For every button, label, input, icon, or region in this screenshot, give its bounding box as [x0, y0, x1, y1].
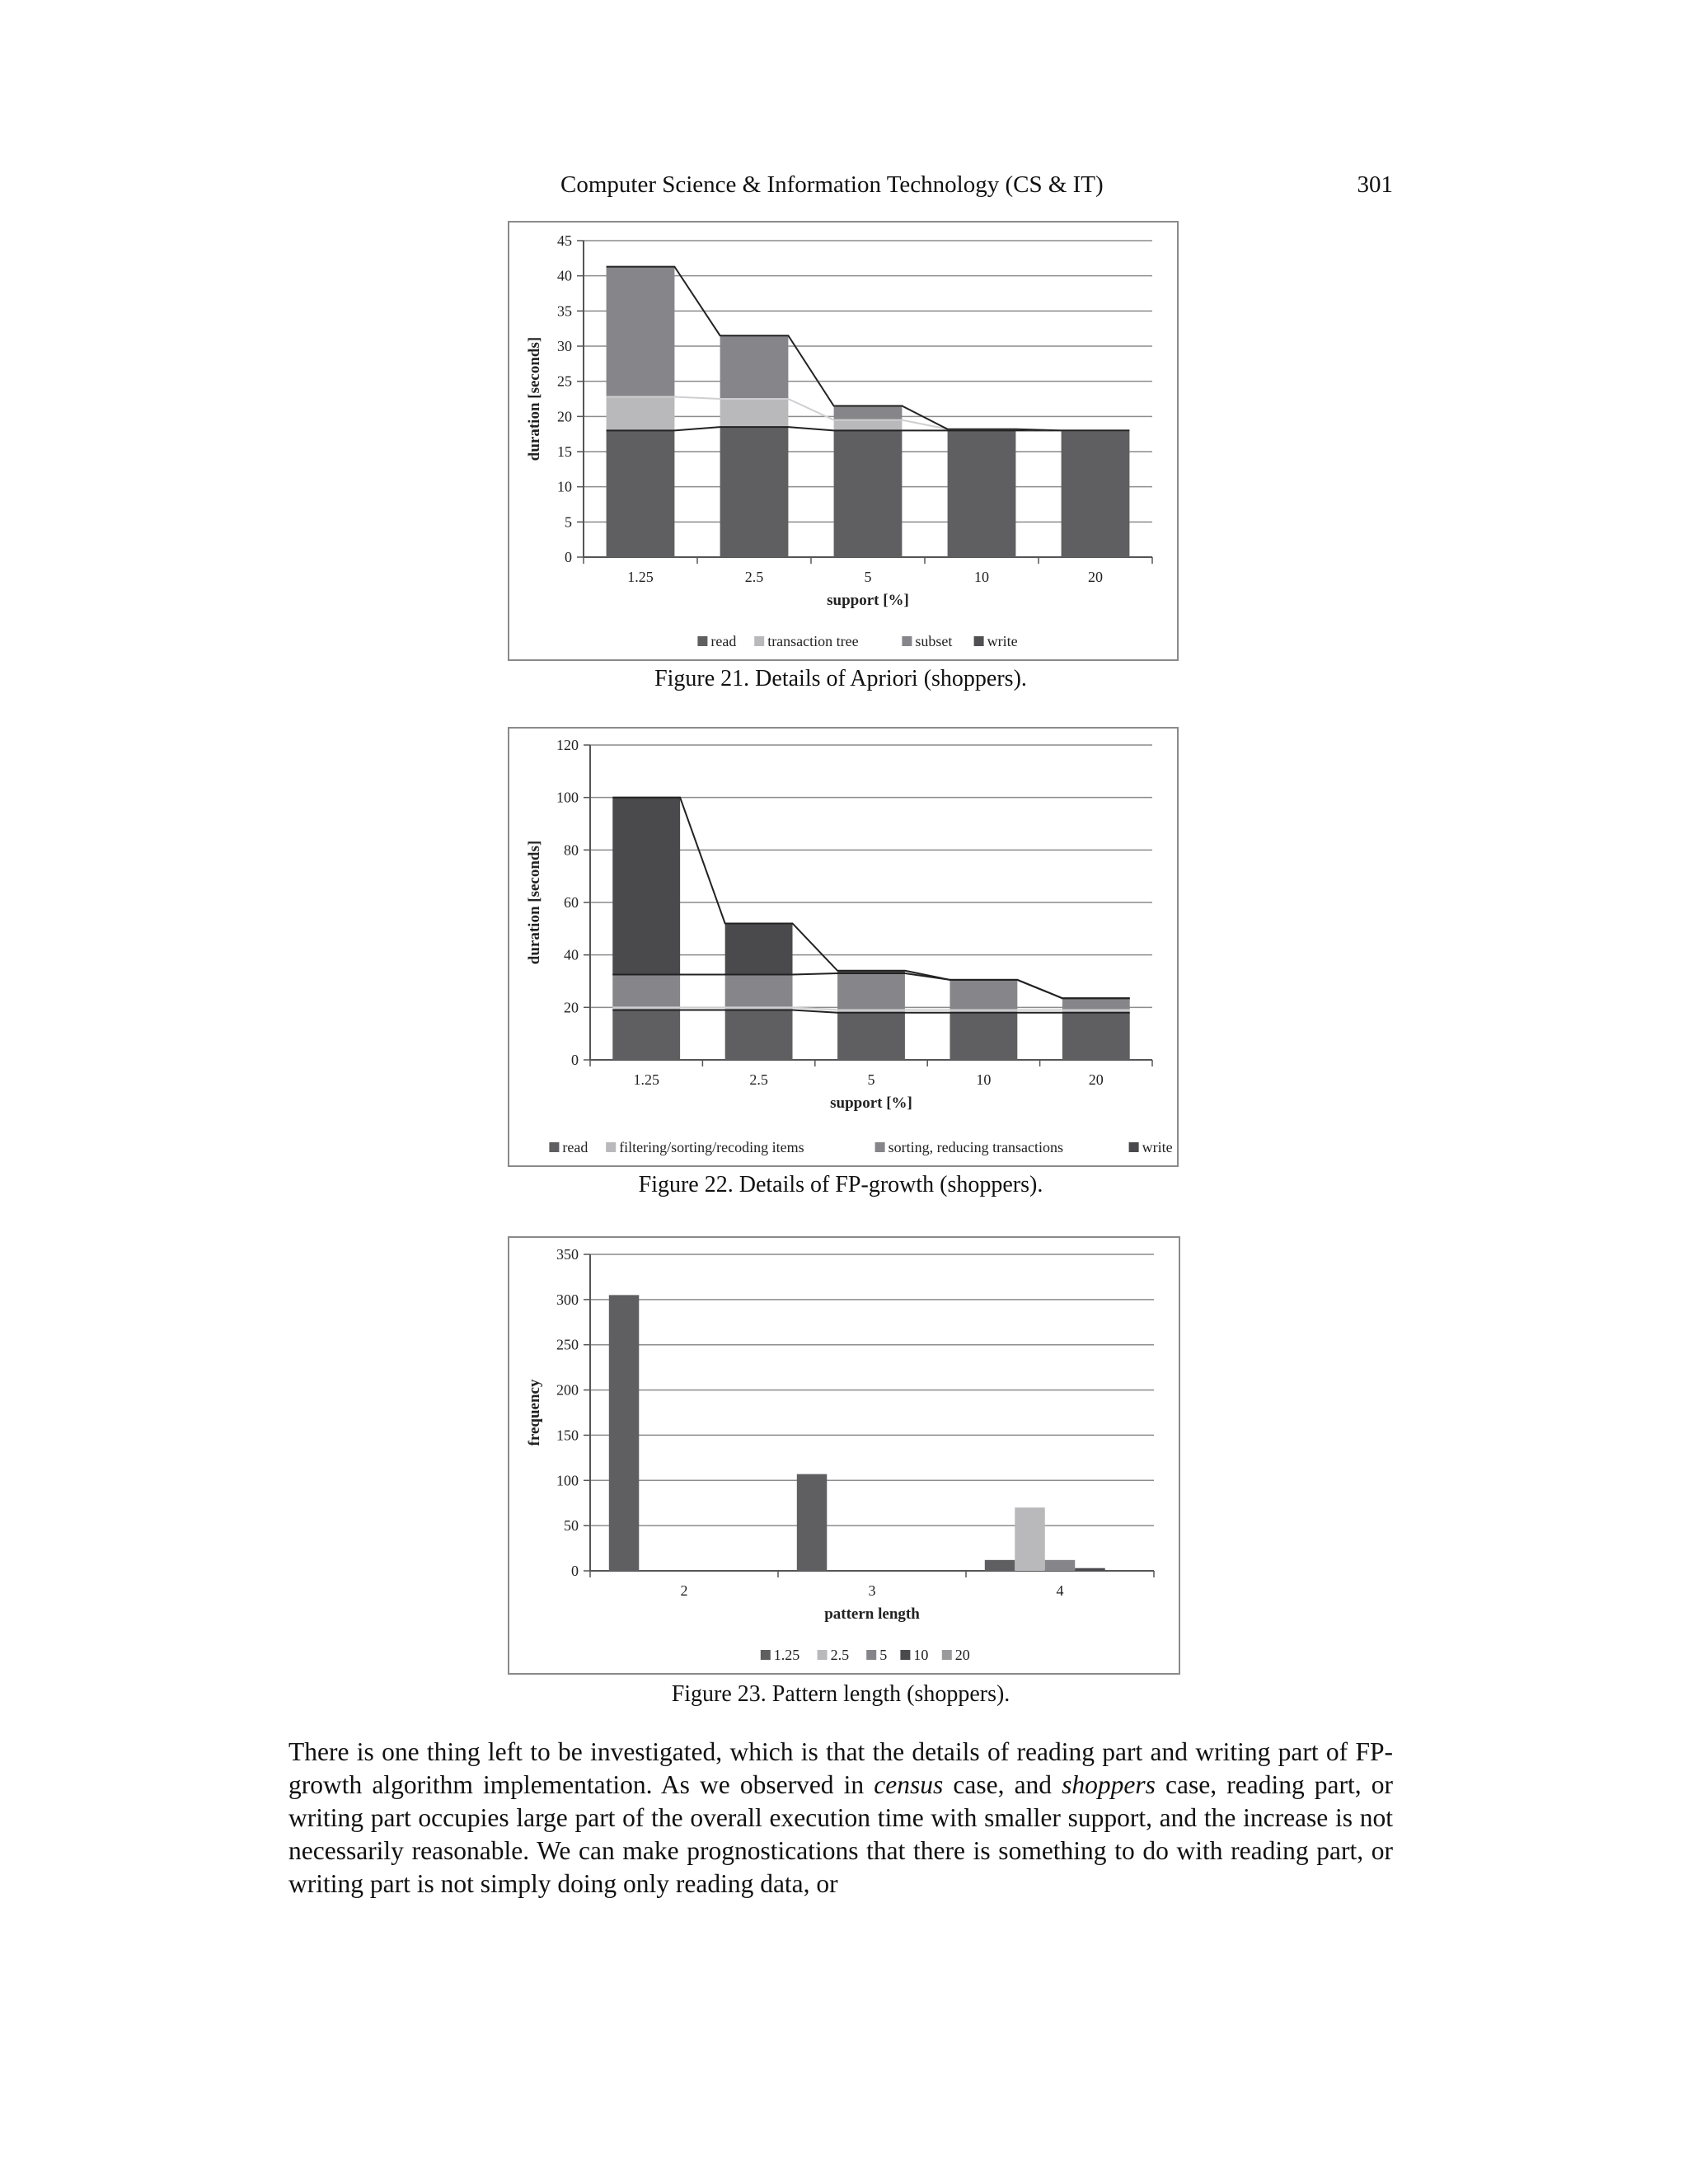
bar-read: [1062, 1013, 1130, 1060]
legend-swatch: [549, 1142, 559, 1152]
legend-label: 20: [954, 1647, 970, 1663]
bar-read: [834, 430, 903, 557]
y-tick-label: 150: [556, 1427, 579, 1444]
bar-series-1-25: [797, 1474, 827, 1571]
bar-read: [720, 427, 789, 557]
legend-swatch: [606, 1142, 616, 1152]
x-tick-label: 20: [1088, 569, 1103, 585]
bar-read: [725, 1010, 793, 1060]
legend-swatch: [942, 1650, 952, 1660]
figure-23-caption: Figure 23. Pattern length (shoppers).: [671, 1681, 1010, 1707]
x-axis-label: support [%]: [827, 592, 909, 609]
bar-transaction-tree: [720, 399, 789, 427]
bar-subset: [834, 406, 903, 420]
x-tick-label: 5: [864, 569, 872, 585]
y-tick-label: 200: [556, 1381, 579, 1399]
bar-series-2-5: [1015, 1507, 1044, 1571]
x-tick-label: 10: [974, 569, 989, 585]
journal-title: Computer Science & Information Technology (CS & IT): [560, 171, 1104, 198]
bar-read: [948, 430, 1016, 557]
legend-swatch: [697, 636, 707, 646]
y-tick-label: 20: [564, 999, 579, 1016]
bar-subset: [720, 335, 789, 399]
y-tick-label: 5: [565, 513, 572, 531]
legend-swatch: [754, 636, 764, 646]
bar-sorting-reducing-transactions: [612, 975, 680, 1008]
legend-swatch: [761, 1650, 771, 1660]
legend-label: 10: [913, 1647, 929, 1663]
y-tick-label: 0: [565, 549, 572, 565]
legend-swatch: [974, 636, 984, 646]
bar-series-10: [1075, 1568, 1104, 1571]
y-tick-label: 45: [557, 232, 572, 249]
bar-sorting-reducing-transactions: [950, 980, 1017, 1010]
y-tick-label: 40: [564, 946, 579, 963]
census-term: census: [874, 1770, 944, 1799]
series-line: [612, 798, 1129, 999]
bar-write: [725, 923, 793, 974]
y-tick-label: 35: [557, 302, 572, 320]
y-tick-label: 100: [556, 789, 579, 806]
y-tick-label: 60: [564, 894, 579, 911]
shoppers-term: shoppers: [1062, 1770, 1156, 1799]
legend-label: sorting, reducing transactions: [888, 1139, 1064, 1155]
y-axis-label: duration [seconds]: [526, 840, 543, 965]
x-axis-label: support [%]: [830, 1094, 912, 1112]
y-tick-label: 120: [556, 737, 579, 753]
y-tick-label: 80: [564, 841, 579, 859]
bar-write: [612, 798, 680, 975]
bar-subset: [607, 267, 675, 397]
bar-sorting-reducing-transactions: [1062, 998, 1130, 1010]
bar-read: [950, 1013, 1017, 1060]
y-tick-label: 20: [557, 408, 572, 425]
legend-label: 5: [879, 1647, 888, 1663]
figure-22-caption: Figure 22. Details of FP-growth (shoppers).: [638, 1172, 1043, 1197]
bar-series-1-25: [985, 1560, 1015, 1571]
y-tick-label: 40: [557, 267, 572, 284]
y-tick-label: 25: [557, 373, 572, 390]
y-tick-label: 30: [557, 338, 572, 354]
y-axis-label: duration [seconds]: [526, 336, 543, 462]
y-tick-label: 250: [556, 1336, 579, 1353]
legend-swatch: [900, 1650, 910, 1660]
x-tick-label: 10: [976, 1071, 992, 1088]
figure-21: [508, 221, 1179, 661]
legend-label: 1.25: [773, 1647, 800, 1663]
legend-swatch: [902, 636, 912, 646]
bar-read: [1062, 430, 1130, 557]
x-tick-label: 1.25: [627, 569, 654, 585]
bar-read: [837, 1013, 905, 1060]
y-tick-label: 0: [571, 1563, 579, 1579]
y-tick-label: 350: [556, 1246, 579, 1263]
bar-series-5: [1045, 1560, 1075, 1571]
x-axis-label: pattern length: [824, 1605, 920, 1623]
y-tick-label: 100: [556, 1472, 579, 1489]
x-tick-label: 1.25: [633, 1071, 659, 1088]
apriori-details-chart: [509, 223, 1177, 659]
x-tick-label: 2.5: [749, 1071, 768, 1088]
x-tick-label: 4: [1056, 1582, 1064, 1599]
y-axis-label: frequency: [526, 1379, 543, 1446]
legend-swatch: [1129, 1142, 1139, 1152]
bar-sorting-reducing-transactions: [837, 973, 905, 1010]
bar-transaction-tree: [834, 420, 903, 431]
legend-label: write: [987, 633, 1018, 649]
series-line: [607, 267, 1130, 431]
legend-label: write: [1142, 1139, 1173, 1155]
legend-label: filtering/sorting/recoding items: [619, 1139, 804, 1155]
x-tick-label: 5: [867, 1071, 875, 1088]
bar-transaction-tree: [607, 396, 675, 430]
bar-read: [612, 1010, 680, 1060]
x-tick-label: 20: [1088, 1071, 1104, 1088]
fp-growth-details-chart: [509, 729, 1177, 1165]
pattern-length-chart: [509, 1238, 1179, 1673]
legend-swatch: [866, 1650, 876, 1660]
y-tick-label: 50: [564, 1517, 579, 1535]
y-tick-label: 0: [571, 1052, 579, 1068]
figure-21-caption: Figure 21. Details of Apriori (shoppers).: [654, 666, 1027, 691]
legend-swatch: [818, 1650, 828, 1660]
page-number: 301: [1357, 171, 1393, 198]
figure-23: [508, 1236, 1180, 1675]
bar-sorting-reducing-transactions: [725, 975, 793, 1008]
legend-swatch: [875, 1142, 885, 1152]
y-tick-label: 15: [557, 443, 572, 460]
figure-22: [508, 727, 1179, 1167]
legend-label: subset: [915, 633, 953, 649]
legend-label: read: [562, 1139, 588, 1155]
x-tick-label: 2.5: [744, 569, 764, 585]
x-tick-label: 3: [868, 1582, 876, 1599]
x-tick-label: 2: [680, 1582, 688, 1599]
legend-label: transaction tree: [767, 633, 859, 649]
legend-label: 2.5: [830, 1647, 850, 1663]
y-tick-label: 10: [557, 478, 572, 495]
legend-label: read: [710, 633, 737, 649]
bar-read: [607, 430, 675, 557]
y-tick-label: 300: [556, 1291, 579, 1308]
running-header: [560, 171, 1393, 204]
body-paragraph: There is one thing left to be investigated, which is that the details of reading part and writing part of FP-growth algorithm implementation. As we observed in census case, and shoppers case, reading part, or writing part occupies large part of the overall execution time with smaller support, and the increase is not necessarily reasonable. We can make prognostications that there is something to do with reading part, or writing part is not simply doing only reading data, or: [288, 1737, 1393, 1898]
bar-series-1-25: [609, 1295, 639, 1571]
